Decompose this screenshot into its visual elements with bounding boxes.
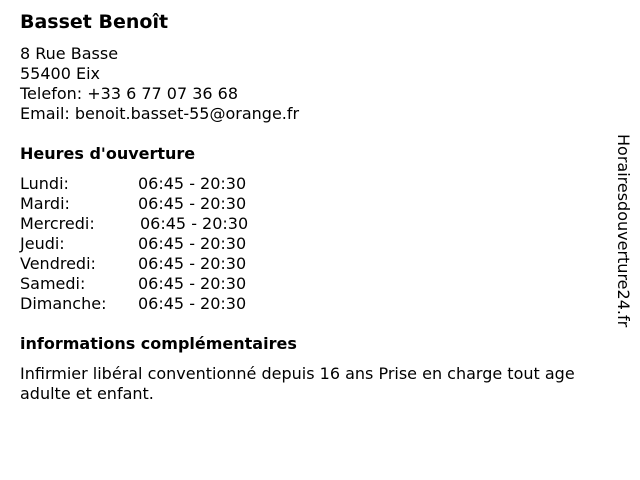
- hours-day: Dimanche:: [20, 294, 107, 313]
- hours-time: 06:45 - 20:30: [138, 174, 247, 193]
- city-line: 55400 Eix: [20, 64, 101, 83]
- site-watermark: [612, 134, 634, 344]
- address-line: 8 Rue Basse: [20, 44, 119, 63]
- hours-day: Samedi:: [20, 274, 86, 293]
- info-text: Infirmier libéral conventionné depuis 16 ans Prise en charge tout age adulte et enfant.: [20, 364, 575, 403]
- hours-day: Vendredi:: [20, 254, 96, 273]
- hours-heading: Heures d'ouverture: [20, 144, 196, 163]
- hours-time: 06:45 - 20:30: [138, 194, 247, 213]
- hours-day: Mardi:: [20, 194, 70, 213]
- hours-day: Mercredi:: [20, 214, 95, 233]
- hours-day: Lundi:: [20, 174, 69, 193]
- email-line: Email: benoit.basset-55@orange.fr: [20, 104, 300, 123]
- phone-line: Telefon: +33 6 77 07 36 68: [20, 84, 239, 103]
- hours-time: 06:45 - 20:30: [138, 234, 247, 253]
- hours-time: 06:45 - 20:30: [140, 214, 249, 233]
- hours-time: 06:45 - 20:30: [138, 254, 247, 273]
- hours-time: 06:45 - 20:30: [138, 294, 247, 313]
- hours-day: Jeudi:: [20, 234, 65, 253]
- info-heading: informations complémentaires: [20, 334, 297, 353]
- watermark-text: Horairesdouverture24.fr: [614, 134, 633, 328]
- business-name: Basset Benoît: [20, 11, 169, 33]
- hours-time: 06:45 - 20:30: [138, 274, 247, 293]
- contact-block: [20, 44, 299, 124]
